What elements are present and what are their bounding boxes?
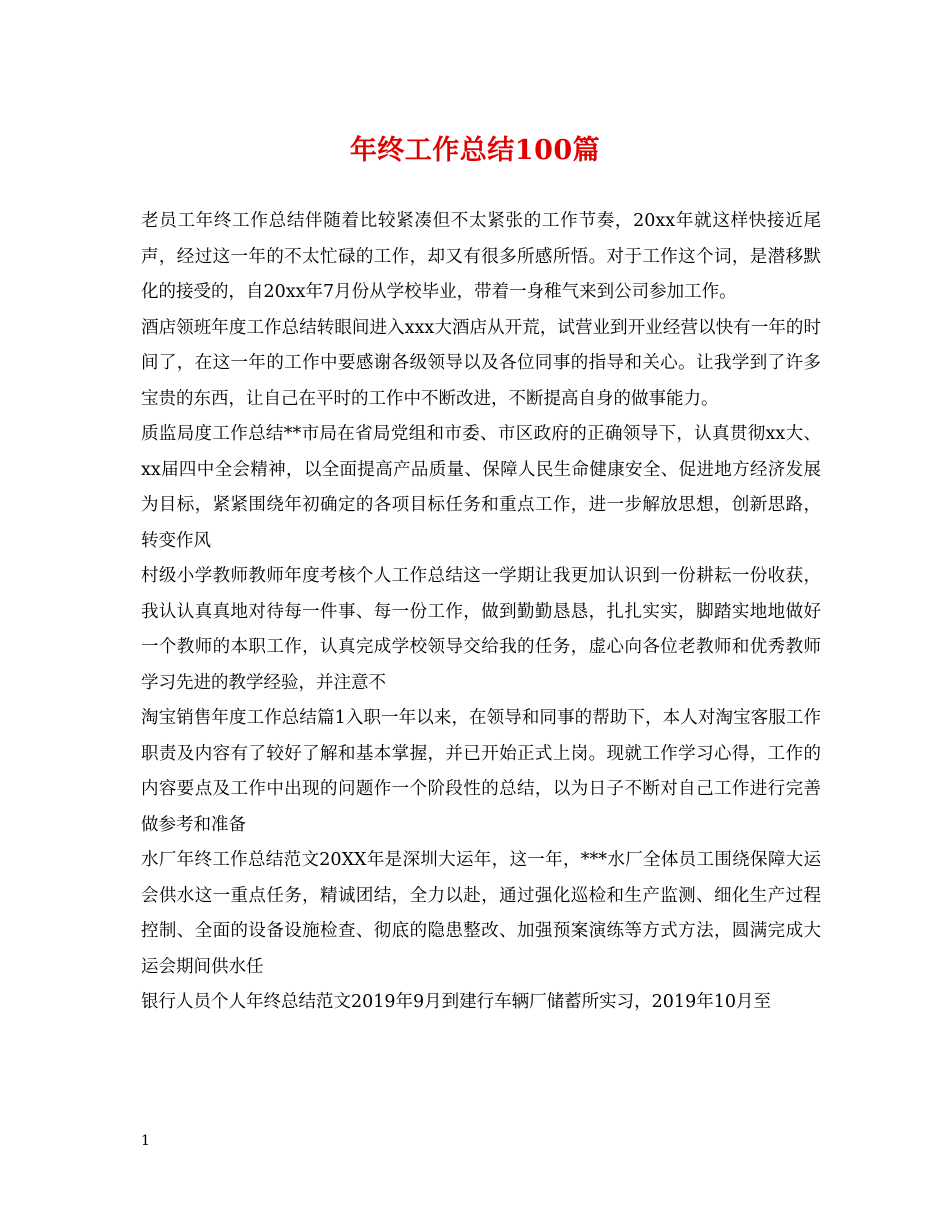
paragraph-2: 酒店领班年度工作总结转眼间进入xxx大酒店从开荒，试营业到开业经营以快有一年的时间了，在这一年的工作中要感谢各级领导以及各位同事的指导和关心。让我学到了许多宝贵的东西，让自己在平时的工作中不断改进，不断提高自身的做事能力。	[141, 317, 821, 409]
page-number: 1	[141, 1133, 150, 1149]
paragraph-1: 老员工年终工作总结伴随着比较紧凑但不太紧张的工作节奏，20xx年就这样快接近尾声，经过这一年的不太忙碌的工作，却又有很多所感所悟。对于工作这个词，是潜移默化的接受的，自20xx年7月份从学校毕业，带着一身稚气来到公司参加工作。	[141, 211, 821, 302]
document-body	[141, 204, 821, 1021]
paragraph-5: 淘宝销售年度工作总结篇1入职一年以来，在领导和同事的帮助下，本人对淘宝客服工作职责及内容有了较好了解和基本掌握，并已开始正式上岗。现就工作学习心得，工作的内容要点及工作中出现的问题作一个阶段性的总结，以为日子不断对自己工作进行完善做参考和准备	[141, 708, 821, 835]
paragraph-6: 水厂年终工作总结范文20XX年是深圳大运年，这一年，***水厂全体员工围绕保障大运会供水这一重点任务，精诚团结，全力以赴，通过强化巡检和生产监测、细化生产过程控制、全面的设备设施检查、彻底的隐患整改、加强预案演练等方式方法，圆满完成大运会期间供水任	[141, 850, 821, 977]
document-title: 年终工作总结100篇	[349, 135, 601, 166]
paragraph-4: 村级小学教师教师年度考核个人工作总结这一学期让我更加认识到一份耕耘一份收获，我认认真真地对待每一件事、每一份工作，做到勤勤恳恳，扎扎实实，脚踏实地地做好一个教师的本职工作，认真完成学校领导交给我的任务，虚心向各位老教师和优秀教师学习先进的教学经验，并注意不	[141, 566, 821, 693]
paragraph-3: 质监局度工作总结**市局在省局党组和市委、市区政府的正确领导下，认真贯彻xx大、xx届四中全会精神，以全面提高产品质量、保障人民生命健康安全、促进地方经济发展为目标，紧紧围绕年初确定的各项目标任务和重点工作，进一步解放思想，创新思路，转变作风	[141, 424, 821, 551]
paragraph-7: 银行人员个人年终总结范文2019年9月到建行车辆厂储蓄所实习，2019年10月至	[141, 992, 771, 1012]
